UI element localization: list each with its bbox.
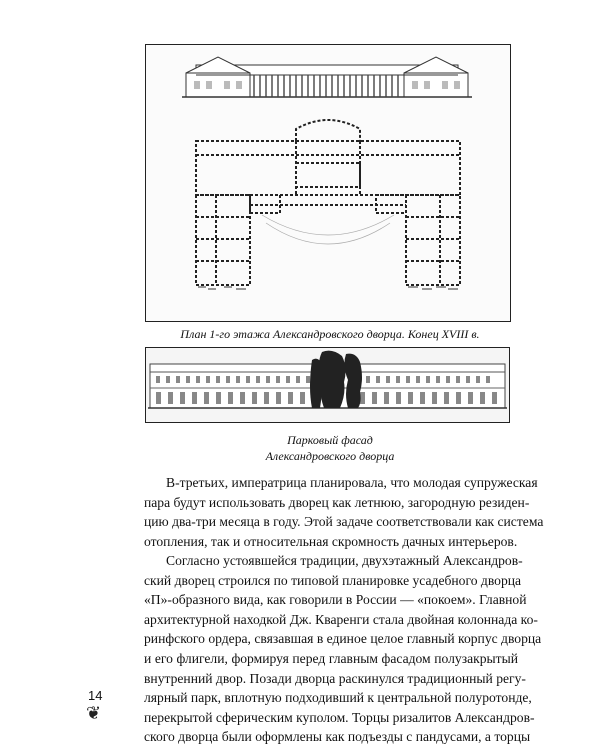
- courtyard-arcs: [262, 215, 394, 244]
- central-trees: [310, 351, 362, 408]
- caption-line: Александровского дворца: [265, 449, 395, 463]
- paragraph-line: отопления, так и относительная скромность дачных интерьеров.: [144, 533, 518, 549]
- wing-ramps: [198, 287, 458, 289]
- caption-line: Парковый фасад: [287, 433, 373, 447]
- park-facade-drawing: [146, 348, 509, 422]
- palace-plan-figure: [145, 44, 511, 322]
- paragraph-line: В-третьих, императрица планировала, что молодая супружеская: [166, 475, 538, 490]
- fleuron-icon: ❦: [86, 703, 102, 724]
- facade-elevation: [182, 57, 472, 97]
- paragraph-line: перекрытой сферическим куполом. Торцы ризалитов Александров-: [144, 709, 535, 725]
- paragraph-line: архитектурной находкой Дж. Кваренги стала двойная колоннада ко-: [144, 611, 538, 627]
- park-facade-figure: [145, 347, 510, 423]
- paragraph-line: ринфского ордера, связавшая в единое целое главный корпус дворца: [144, 631, 542, 647]
- figure-caption-facade: [140, 432, 520, 464]
- paragraph-line: Согласно устоявшейся традиции, двухэтажный Александров-: [166, 553, 523, 568]
- paragraph-line: цию два-три месяца в году. Этой задаче соответствовали как система: [144, 514, 544, 530]
- paragraph-line: и его флигели, формируя перед главным фасадом полузакрытый: [144, 650, 518, 666]
- paragraph-line: ского дворца были оформлены как подъезды с пандусами, а торцы: [144, 729, 531, 745]
- palace-plan-drawing: [146, 45, 510, 321]
- paragraph-line: «П»-образного вида, как говорили в России — «покоем». Главной: [144, 592, 527, 608]
- floor-plan: [196, 120, 460, 285]
- paragraph-line: пара будут использовать дворец как летнюю, загородную резиден-: [144, 494, 530, 510]
- paragraph-line: ский дворец строился по типовой планировке усадебного дворца: [144, 572, 522, 588]
- body-paragraph-2: [144, 551, 542, 747]
- page-number: 14: [88, 688, 103, 703]
- paragraph-line: внутренний двор. Позади дворца раскинулся традиционный регу-: [144, 670, 526, 686]
- paragraph-line: лярный парк, вплотную подходивший к центральной полуротонде,: [144, 690, 532, 706]
- body-paragraph-1: [144, 473, 544, 551]
- figure-caption-plan: План 1-го этажа Александровского дворца. Конец XVIII в.: [180, 327, 480, 341]
